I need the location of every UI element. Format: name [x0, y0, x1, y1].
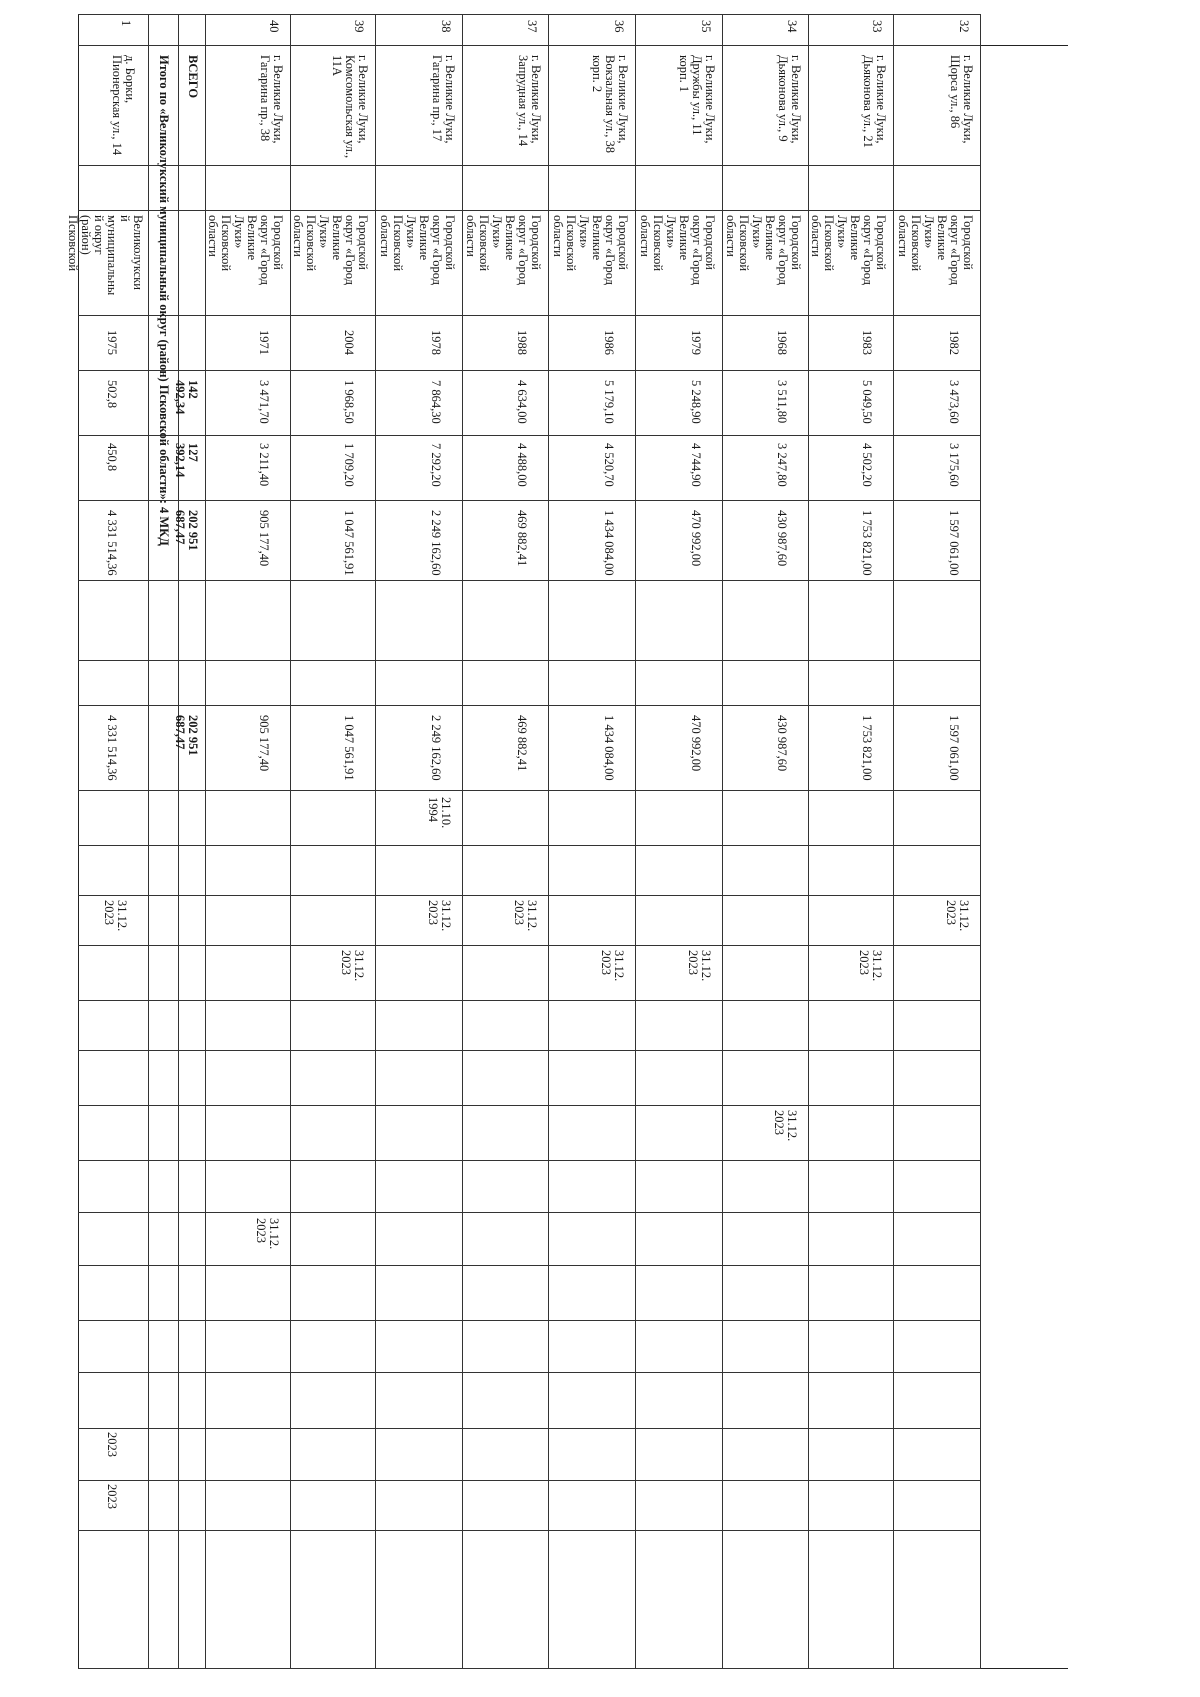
year-cell: 1978 — [429, 330, 443, 355]
row-number: 37 — [525, 20, 539, 33]
date-cell: 31.12. 2023 — [944, 900, 971, 932]
area-total-cell: 7 864,30 — [429, 380, 443, 424]
total-cost: 202 951 687,47 — [173, 510, 200, 551]
date-cell: 31.12. 2023 — [772, 1110, 799, 1142]
date-cell: 31.12. 2023 — [686, 950, 713, 982]
column-divider — [78, 1265, 980, 1266]
cost-total-cell: 1 047 561,91 — [342, 715, 356, 781]
address-cell: г. Великие Луки, Гагарина пр., 17 — [430, 55, 457, 144]
cost-cell: 1 434 084,00 — [602, 510, 616, 576]
area-living-cell: 3 211,40 — [257, 443, 271, 487]
cost-cell: 470 992,00 — [689, 510, 703, 567]
area-living-cell: 4 520,70 — [602, 443, 616, 487]
cost-cell: 2 249 162,60 — [429, 510, 443, 576]
row-divider — [980, 14, 981, 1669]
area-total-cell: 5 179,10 — [602, 380, 616, 424]
column-divider — [78, 435, 980, 436]
date-cell: 31.12. 2023 — [254, 1218, 281, 1250]
year-cell: 1968 — [775, 330, 789, 355]
column-divider — [78, 790, 980, 791]
column-divider — [78, 705, 980, 706]
address-cell: г. Великие Луки, Дьяконова ул., 21 — [861, 55, 888, 148]
column-divider — [78, 660, 980, 661]
address-cell: г. Великие Луки, Гагарина пр., 38 — [258, 55, 285, 144]
year-cell: 1983 — [860, 330, 874, 355]
column-divider — [78, 845, 980, 846]
year-plan-cell: 2023 — [105, 1432, 119, 1457]
area-total-cell: 3 511,80 — [775, 380, 789, 424]
column-divider — [78, 1428, 980, 1429]
column-divider — [78, 1668, 980, 1669]
area-total-cell: 502,8 — [105, 380, 119, 409]
column-divider — [78, 580, 980, 581]
area-living-cell: 4 488,00 — [515, 443, 529, 487]
cost-total-cell: 469 882,41 — [515, 715, 529, 772]
cost-total-cell: 4 331 514,36 — [105, 715, 119, 781]
column-divider — [78, 895, 980, 896]
area-living-cell: 1 709,20 — [342, 443, 356, 487]
year-cell: 1982 — [947, 330, 961, 355]
year-cell: 1979 — [689, 330, 703, 355]
row-number: 39 — [352, 20, 366, 33]
cost-cell: 430 987,60 — [775, 510, 789, 567]
column-divider — [78, 1050, 980, 1051]
row-number: 36 — [612, 20, 626, 33]
date-cell: 31.12. 2023 — [426, 900, 453, 932]
column-divider — [78, 315, 980, 316]
address-cell: г. Великие Луки, Дьяконова ул., 9 — [776, 55, 803, 144]
row-divider — [635, 14, 636, 1669]
owner-cell: Городской округ «Город Великие Луки» Псковской области — [206, 215, 285, 286]
cost-total-cell: 1 434 084,00 — [602, 715, 616, 781]
year-cell: 1975 — [105, 330, 119, 355]
column-divider — [78, 1212, 980, 1213]
cost-cell: 1 047 561,91 — [342, 510, 356, 576]
area-total-cell: 3 471,70 — [257, 380, 271, 424]
column-divider — [78, 500, 980, 501]
area-living-cell: 4 744,90 — [689, 443, 703, 487]
row-number: 35 — [699, 20, 713, 33]
date-cell: 31.12. 2023 — [512, 900, 539, 932]
cost-total-cell: 470 992,00 — [689, 715, 703, 772]
address-cell: г. Великие Луки, Дружбы ул., 11 корп. 1 — [677, 55, 717, 144]
date-cell: 31.12. 2023 — [599, 950, 626, 982]
date-cell: 21.10. 1994 — [426, 797, 453, 829]
column-divider — [78, 1320, 980, 1321]
cost-total-cell: 1 597 061,00 — [947, 715, 961, 781]
cost-cell: 1 753 821,00 — [860, 510, 874, 576]
owner-cell: Городской округ «Город Великие Луки» Псковской области — [638, 215, 717, 286]
row-number: 38 — [439, 20, 453, 33]
date-cell: 31.12. 2023 — [339, 950, 366, 982]
year-cell: 1971 — [257, 330, 271, 355]
column-divider — [78, 14, 980, 15]
column-divider — [78, 1160, 980, 1161]
year-cell: 1988 — [515, 330, 529, 355]
owner-cell: Великолукски й муниципальны й округ (район) Псковской — [66, 215, 145, 296]
column-divider — [78, 210, 980, 211]
area-total-cell: 5 049,50 — [860, 380, 874, 424]
total-label: ВСЕГО — [186, 55, 200, 99]
owner-cell: Городской округ «Город Великие Луки» Псковской области — [809, 215, 888, 286]
owner-cell: Городской округ «Город Великие Луки» Псковской области — [464, 215, 543, 286]
area-living-cell: 3 247,80 — [775, 443, 789, 487]
owner-cell: Городской округ «Город Великие Луки» Псковской области — [378, 215, 457, 286]
area-total-cell: 1 968,50 — [342, 380, 356, 424]
row-divider — [178, 14, 179, 1669]
row-number: 34 — [785, 20, 799, 33]
row-divider — [148, 14, 149, 1669]
row-number: 40 — [267, 20, 281, 33]
cost-cell: 905 177,40 — [257, 510, 271, 567]
row-number: 32 — [957, 20, 971, 33]
date-cell: 31.12. 2023 — [102, 900, 129, 932]
row-number: 33 — [870, 20, 884, 33]
cost-total-cell: 430 987,60 — [775, 715, 789, 772]
date-cell: 31.12. 2023 — [857, 950, 884, 982]
address-cell: д. Борки, Пионерская ул., 14 — [110, 55, 137, 156]
address-cell: г. Великие Луки, Щорса ул., 86 — [948, 55, 975, 144]
area-living-cell: 450,8 — [105, 443, 119, 472]
owner-cell: Городской округ «Город Великие Луки» Псковской области — [551, 215, 630, 286]
row-divider — [375, 14, 376, 1669]
total-area-living: 127 392,14 — [173, 443, 200, 478]
cost-total-cell: 905 177,40 — [257, 715, 271, 772]
column-divider — [78, 45, 980, 46]
row-divider — [462, 14, 463, 1669]
column-divider — [78, 1105, 980, 1106]
row-divider — [548, 14, 549, 1669]
address-cell: г. Великие Луки, Запрудная ул., 14 — [516, 55, 543, 147]
district-total-label: Итого по «Великолукский муниципальный округ (район) Псковской области»: 4 МКД — [157, 55, 171, 546]
year-cell: 1986 — [602, 330, 616, 355]
address-cell: г. Великие Луки, Комсомольская ул., 11А — [330, 55, 370, 159]
total-cost-sum: 202 951 687,47 — [173, 715, 200, 756]
year-cell: 2004 — [342, 330, 356, 355]
column-divider — [78, 1530, 980, 1531]
owner-cell: Городской округ «Город Великие Луки» Псковской области — [896, 215, 975, 286]
area-living-cell: 3 175,60 — [947, 443, 961, 487]
row-divider — [893, 14, 894, 1669]
area-total-cell: 5 248,90 — [689, 380, 703, 424]
cost-total-cell: 1 753 821,00 — [860, 715, 874, 781]
row-number: 1 — [119, 20, 133, 27]
cost-cell: 469 882,41 — [515, 510, 529, 567]
column-divider — [78, 1480, 980, 1481]
column-divider — [78, 1000, 980, 1001]
cost-cell: 4 331 514,36 — [105, 510, 119, 576]
row-divider — [722, 14, 723, 1669]
area-total-cell: 4 634,00 — [515, 380, 529, 424]
area-total-cell: 3 473,60 — [947, 380, 961, 424]
owner-cell: Городской округ «Город Великие Луки» Псковской области — [724, 215, 803, 286]
column-divider — [78, 1372, 980, 1373]
area-living-cell: 4 502,20 — [860, 443, 874, 487]
total-area-total: 142 492,34 — [173, 380, 200, 415]
address-cell: г. Великие Луки, Вокзальная ул., 38 корп. 2 — [590, 55, 630, 153]
column-divider — [78, 370, 980, 371]
area-living-cell: 7 292,20 — [429, 443, 443, 487]
cost-cell: 1 597 061,00 — [947, 510, 961, 576]
cost-total-cell: 2 249 162,60 — [429, 715, 443, 781]
year-plan-cell: 2023 — [105, 1484, 119, 1509]
column-divider — [78, 945, 980, 946]
column-divider — [78, 165, 980, 166]
owner-cell: Городской округ «Город Великие Луки» Псковской области — [291, 215, 370, 286]
